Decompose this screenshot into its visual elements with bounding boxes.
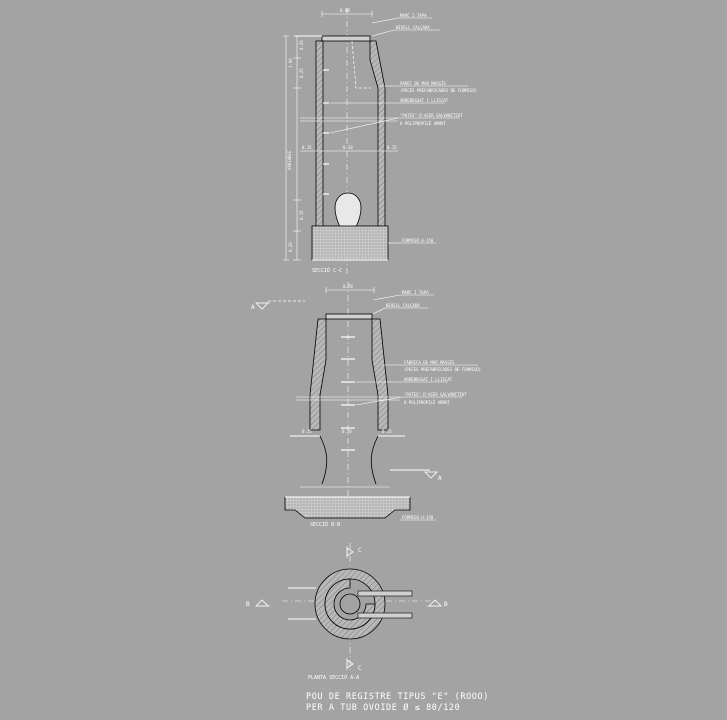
label-foundation: FORMIGÓ H-150 bbox=[402, 238, 434, 243]
dim-2: 0.25 bbox=[299, 68, 304, 78]
plan-title: PLANTA SECCIÓ A-A bbox=[308, 675, 360, 681]
label-c-bottom: C bbox=[358, 665, 362, 672]
label-road-level: NIVELL CALÇADA bbox=[396, 25, 430, 30]
section-bb bbox=[251, 282, 481, 528]
label-road-level-bb: NIVELL CALÇADA bbox=[386, 303, 420, 308]
label-pates-sub-bb: O POLIPROPILÈ ARMAT bbox=[404, 400, 450, 405]
label-b-right: B bbox=[444, 601, 448, 608]
label-cone: PARET DE MAÓ MASSÍS bbox=[400, 81, 446, 86]
section-bb-title: SECCIÓ B-B bbox=[310, 522, 341, 528]
side-mark-center: 0.20 bbox=[343, 145, 353, 150]
dim-3: 1.00 bbox=[288, 58, 293, 68]
plan-aa bbox=[246, 543, 448, 681]
arrow-a-left: A bbox=[251, 304, 255, 311]
label-top-marc-bb: MARC I TAPA bbox=[402, 290, 429, 295]
label-top-marc: MARC I TAPA bbox=[400, 13, 427, 18]
side-mark-right: 0.15 bbox=[387, 145, 397, 150]
label-c-top: C bbox=[358, 547, 362, 554]
caption-line-2: PER A TUB OVOIDE Ø ≤ 80/120 bbox=[306, 703, 461, 713]
section-cc-title: SECCIÓ C-C bbox=[312, 268, 343, 274]
side-mark-right-bb: 0.15 bbox=[382, 429, 392, 434]
side-mark-left-bb: 0.15 bbox=[302, 429, 312, 434]
arrow-a-right: A bbox=[438, 475, 442, 482]
label-cone-sub-bb: (PECES PREFABRICADES DE FORMIGÓ) bbox=[404, 367, 482, 372]
dim-1: 0.20 bbox=[299, 40, 304, 50]
label-cone-bb: FÀBRICA DE MAÓ MASSÍS bbox=[404, 360, 455, 365]
caption-line-1: POU DE REGISTRE TIPUS "E" (ROOO) bbox=[306, 692, 489, 702]
label-rungs: ARREBOSSAT I LLISCAT bbox=[400, 98, 449, 103]
label-b-left: B bbox=[246, 601, 250, 608]
top-dimension: 0.0Ø bbox=[340, 8, 350, 13]
drawing-caption bbox=[306, 692, 489, 713]
section-cc bbox=[283, 8, 477, 275]
label-cone-sub: (PECES PREFABRICADES DE FORMIGÓ) bbox=[400, 88, 478, 93]
side-mark-center-bb: 0.20 bbox=[342, 429, 352, 434]
top-dimension-bb: 0.70 bbox=[343, 284, 353, 289]
dim-5: 0.20 bbox=[288, 242, 293, 252]
side-mark-left: 0.15 bbox=[302, 145, 312, 150]
dim-total: VARIABLE bbox=[287, 150, 292, 170]
label-rungs-bb: ARREBOSSAT I LLISCAT bbox=[404, 377, 453, 382]
label-pates-sub: O POLIPROPILÈ ARMAT bbox=[400, 121, 446, 126]
label-foundation-bb: FORMIGÓ H-150 bbox=[402, 515, 434, 520]
label-pates-bb: "PATES" D'ACER GALVANITZAT bbox=[404, 392, 467, 397]
label-pates: "PATES" D'ACER GALVANITZAT bbox=[400, 113, 463, 118]
dim-4: 0.15 bbox=[299, 210, 304, 220]
